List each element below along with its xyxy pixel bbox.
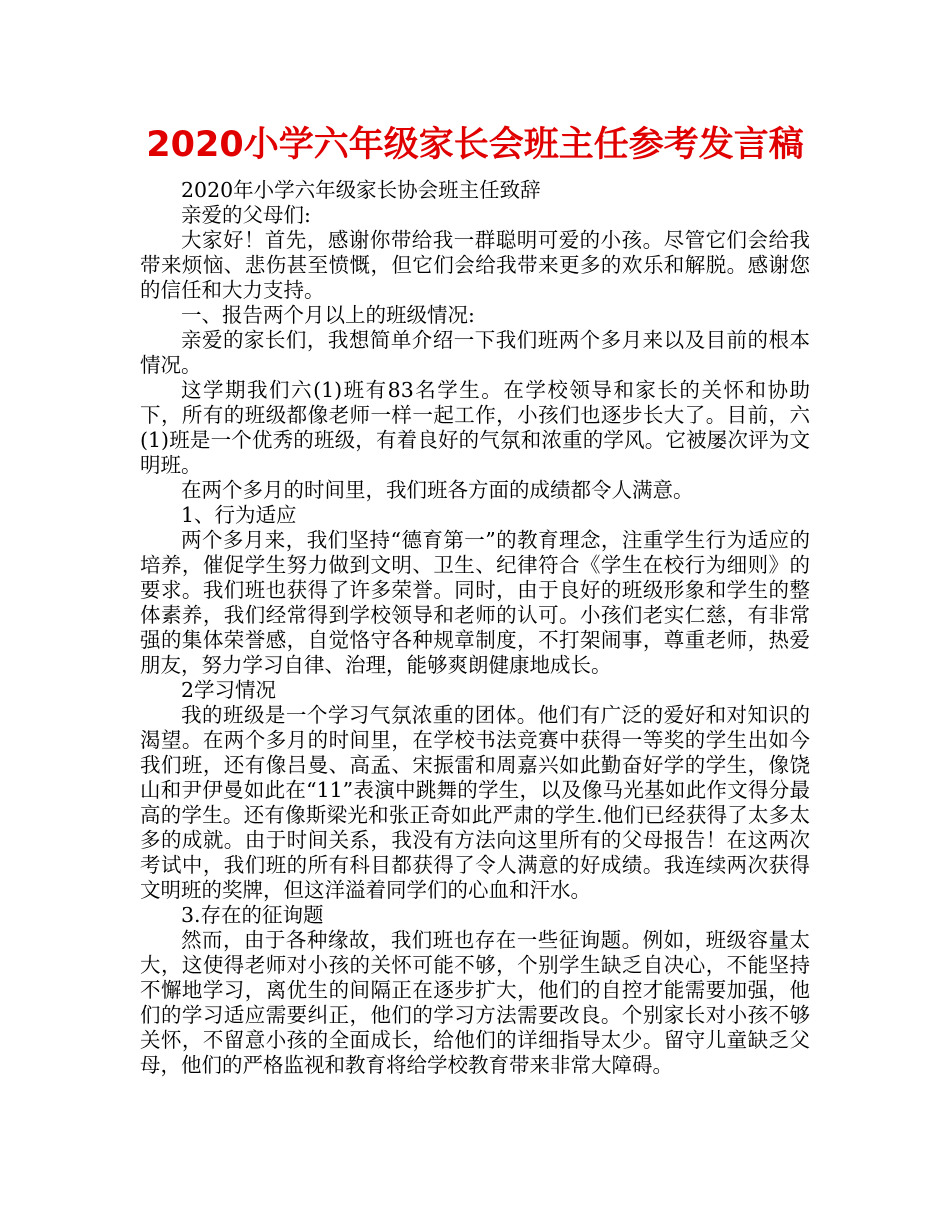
section-heading-behavior: 1、行为适应: [181, 503, 297, 527]
paragraph-intro: 亲爱的家长们，我想简单介绍一下我们班两个多月来以及目前的根本情况。: [140, 328, 810, 377]
paragraph-study: 我的班级是一个学习气氛浓重的团体。他们有广泛的爱好和对知识的渴望。在两个多月的时间里，在学校书法竞赛中获得一等奖的学生出如今我们班，还有像吕曼、高孟、宋振雷和周嘉兴如此勤奋好学的学生，像饶山和尹伊曼如此在“11”表演中跳舞的学生，以及像马光基如此作文得分最高的学生。还有像斯梁光和张正奇如此严肃的学生.他们已经获得了太多太多的成就。由于时间关系，我没有方法向这里所有的父母报告！在这两次考试中，我们班的所有科目都获得了令人满意的好成绩。我连续两次获得文明班的奖牌，但这洋溢着同学们的心血和汗水。: [140, 703, 810, 902]
paragraph-salutation: 亲爱的父母们:: [181, 203, 311, 227]
section-heading-report: 一、报告两个月以上的班级情况:: [181, 303, 475, 327]
paragraph-subtitle: 2020年小学六年级家长协会班主任致辞: [181, 178, 541, 202]
paragraph-greeting: 大家好！首先，感谢你带给我一群聪明可爱的小孩。尽管它们会给我带来烦恼、悲伤甚至愤慨，但它们会给我带来更多的欢乐和解脱。感谢您的信任和大力支持。: [140, 228, 810, 302]
document-title: 2020小学六年级家长会班主任参考发言稿: [146, 125, 804, 165]
section-heading-study: 2学习情况: [181, 678, 277, 702]
paragraph-class-info: 这学期我们六(1)班有83名学生。在学校领导和家长的关怀和协助下，所有的班级都像老师一样一起工作，小孩们也逐步长大了。目前，六(1)班是一个优秀的班级，有着良好的气氛和浓重的学风。它被屡次评为文明班。: [140, 378, 810, 477]
paragraph-results: 在两个多月的时间里，我们班各方面的成绩都令人满意。: [181, 478, 694, 502]
section-heading-problems: 3.存在的征询题: [181, 903, 324, 927]
paragraph-behavior: 两个多月来，我们坚持“德育第一”的教育理念，注重学生行为适应的培养，催促学生努力做到文明、卫生、纪律符合《学生在校行为细则》的要求。我们班也获得了许多荣誉。同时，由于良好的班级形象和学生的整体素养，我们经常得到学校领导和老师的认可。小孩们老实仁慈，有非常强的集体荣誉感，自觉恪守各种规章制度，不打架闹事，尊重老师，热爱朋友，努力学习自律、治理，能够爽朗健康地成长。: [140, 528, 810, 677]
paragraph-problems: 然而，由于各种缘故，我们班也存在一些征询题。例如，班级容量太大，这使得老师对小孩的关怀可能不够，个别学生缺乏自决心，不能坚持不懈地学习，离优生的间隔正在逐步扩大，他们的自控才能需要加强，他们的学习适应需要纠正，他们的学习方法需要改良。个别家长对小孩不够关怀，不留意小孩的全面成长，给他们的详细指导太少。留守儿童缺乏父母，他们的严格监视和教育将给学校教育带来非常大障碍。: [140, 928, 810, 1077]
document-body: [140, 178, 810, 1078]
